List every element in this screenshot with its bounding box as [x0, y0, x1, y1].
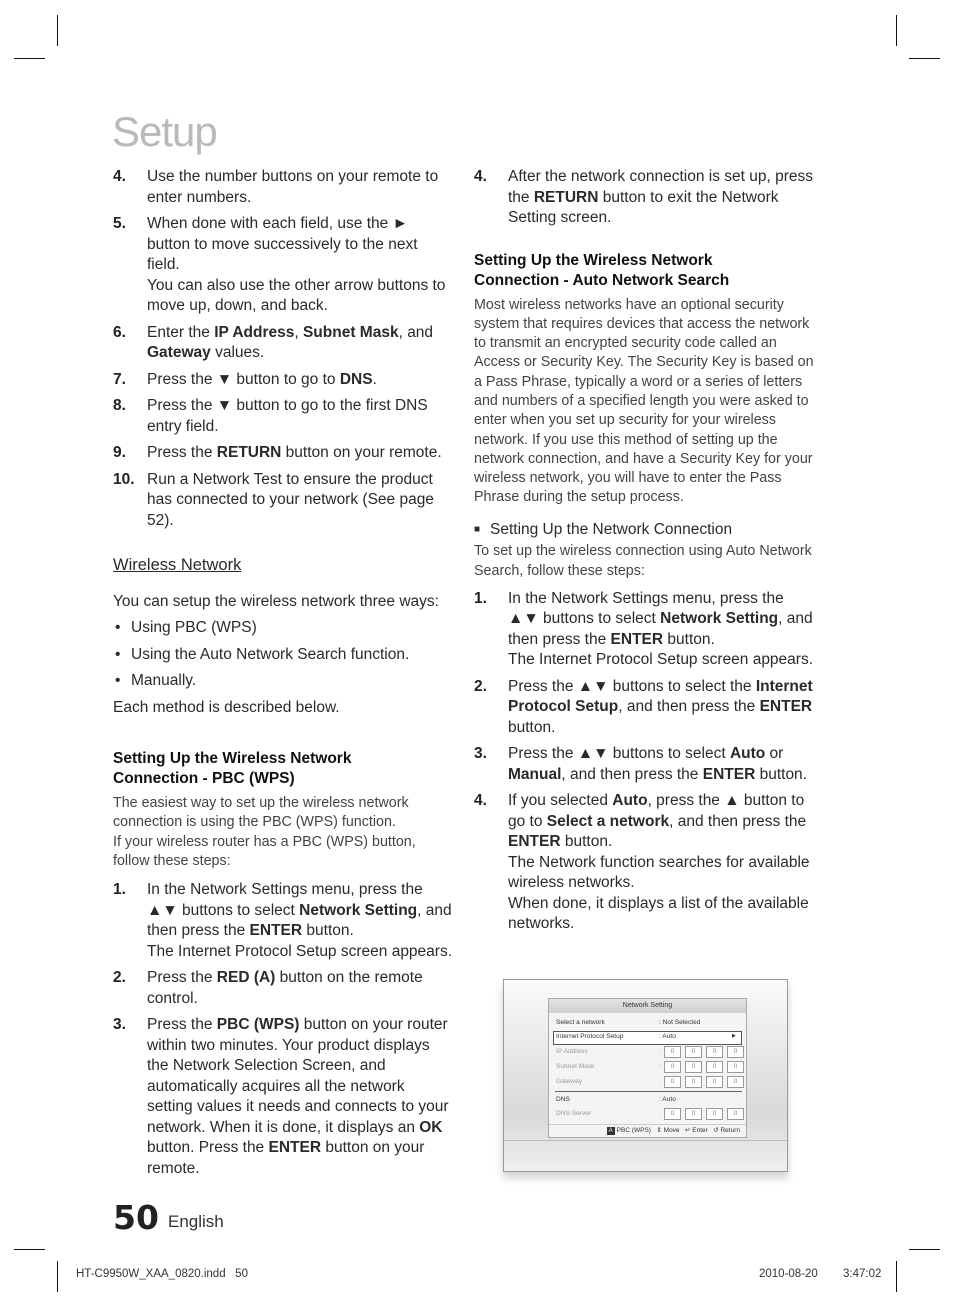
setting-row[interactable]	[556, 1077, 739, 1088]
setting-value: :	[659, 1110, 661, 1117]
octet-field[interactable]: 0	[664, 1061, 681, 1073]
step-item	[474, 744, 814, 785]
bullet-list	[113, 618, 453, 692]
step-4-return	[474, 167, 814, 229]
setting-row[interactable]	[556, 1018, 739, 1029]
octet-boxes	[664, 1061, 748, 1073]
step-text: When done with each field, use the ► button to move successively to the next field. You can also use the other arrow buttons to move up, down, and back.	[147, 215, 446, 314]
step-item	[113, 370, 453, 391]
bar-enter-label: Enter	[692, 1127, 708, 1134]
octet-field[interactable]: 0	[727, 1061, 744, 1073]
step-text: Enter the IP Address, Subnet Mask, and Gateway values.	[147, 323, 434, 361]
red-a-key-icon: A	[608, 1128, 613, 1134]
octet-field[interactable]: 0	[685, 1108, 702, 1120]
page-title: Setup	[112, 108, 217, 155]
step-text: In the Network Settings menu, press the ▲▼ buttons to select Network Setting, and then press the ENTER button. The Internet Protocol Setup screen appears.	[147, 881, 453, 960]
setting-label: DNS Server	[556, 1110, 592, 1117]
each-method-text: Each method is described below.	[113, 698, 340, 716]
crop-mark	[14, 58, 45, 59]
setting-row[interactable]	[556, 1095, 739, 1106]
octet-field[interactable]: 0	[664, 1076, 681, 1088]
bullet-text: Using the Auto Network Search function.	[131, 645, 410, 663]
step-item	[113, 1015, 453, 1179]
wireless-network-heading: Wireless Network	[113, 556, 242, 574]
enter-icon: ↵	[684, 1127, 691, 1134]
setting-label: DNS	[556, 1096, 570, 1103]
dialog-button-bar	[549, 1124, 746, 1137]
panel-divider	[504, 1140, 787, 1141]
return-icon: ↺	[713, 1127, 719, 1134]
step-text: Press the ▼ button to go to the first DNS entry field.	[147, 397, 428, 435]
dialog-title: Network Setting	[549, 999, 746, 1013]
crop-mark	[896, 15, 897, 46]
bullet-item	[113, 671, 453, 692]
octet-field[interactable]: 0	[664, 1046, 681, 1058]
octet-field[interactable]: 0	[706, 1061, 723, 1073]
bar-pbc-label: PBC (WPS)	[616, 1127, 651, 1134]
auto-heading-line2: Connection - Auto Network Search	[474, 271, 730, 289]
steps-list-top	[113, 167, 453, 531]
step-number: 1.	[474, 589, 487, 607]
step-item	[113, 968, 453, 1009]
step-number: 4.	[474, 168, 487, 185]
bullet-dot-icon: •	[115, 619, 121, 636]
octet-field[interactable]: 0	[727, 1108, 744, 1120]
auto-paragraph: Most wireless networks have an optional security system that requires devices that access the network to transmit an encrypted security code called an Access or Security Key. The Security Key is based on a Pass Phrase, typically a word or a series of letters and numbers of a specified length you were asked to enter when you set up security for your wireless network. If you use this method of setting up the network connection, and have a Security Key for your wireless network, you will have to enter the Pass Phrase during the setup process.	[474, 296, 814, 506]
octet-boxes	[664, 1046, 748, 1058]
crop-mark	[896, 1261, 897, 1292]
octet-field[interactable]: 0	[685, 1076, 702, 1088]
step-number: 6.	[113, 323, 126, 341]
step-item	[113, 470, 453, 532]
pbc-steps-list	[113, 880, 453, 1179]
step-number: 4.	[113, 168, 126, 185]
setting-value: :	[659, 1048, 661, 1055]
octet-field[interactable]: 0	[685, 1061, 702, 1073]
setting-value: :	[659, 1063, 661, 1070]
step-number: 9.	[113, 444, 126, 461]
step-number: 10.	[113, 470, 135, 488]
step-number: 2.	[474, 677, 487, 695]
setting-label: Select a network	[556, 1019, 605, 1026]
step-item	[113, 880, 453, 962]
step-text: If you selected Auto, press the ▲ button to go to Select a network, and then press the ENTER button. The Network function searches for available wireless networks. When done, it displays a list of the available networks.	[508, 792, 810, 933]
octet-field[interactable]: 0	[706, 1046, 723, 1058]
setting-label: Internet Protocol Setup	[556, 1033, 624, 1040]
step-item	[474, 589, 814, 671]
step-item	[113, 443, 453, 464]
setting-label: Subnet Mask	[556, 1063, 595, 1070]
setting-row[interactable]	[556, 1109, 739, 1120]
crop-mark	[57, 15, 58, 46]
page-language: English	[168, 1212, 224, 1231]
setting-row[interactable]	[556, 1032, 739, 1043]
footer-date: 2010-08-20	[759, 1268, 818, 1280]
octet-boxes	[664, 1108, 748, 1120]
right-column	[474, 167, 814, 941]
step-item	[113, 167, 453, 208]
step-text: Run a Network Test to ensure the product has connected to your network (See page 52).	[147, 470, 434, 529]
octet-boxes	[664, 1076, 748, 1088]
step-text: Press the ▲▼ buttons to select Auto or Manual, and then press the ENTER button.	[508, 745, 807, 783]
dialog-separator	[555, 1091, 742, 1092]
setting-value: :	[659, 1078, 661, 1085]
step-text: Press the ▼ button to go to DNS.	[147, 370, 377, 388]
left-column	[113, 167, 453, 1185]
step-number: 3.	[113, 1016, 126, 1034]
setting-value: : Auto	[659, 1033, 676, 1040]
step-item	[474, 167, 814, 229]
auto-steps-list	[474, 589, 814, 935]
step-text: Press the RED (A) button on the remote control.	[147, 969, 423, 1007]
octet-field[interactable]: 0	[727, 1046, 744, 1058]
setting-value: : Auto	[659, 1096, 676, 1103]
octet-field[interactable]: 0	[664, 1108, 681, 1120]
setting-label: IP Address	[556, 1048, 588, 1055]
step-number: 3.	[474, 745, 487, 763]
step-number: 8.	[113, 397, 126, 414]
sub-paragraph: To set up the wireless connection using Auto Network Search, follow these steps:	[474, 543, 812, 579]
octet-field[interactable]: 0	[706, 1108, 723, 1120]
step-item	[113, 323, 453, 364]
bar-move-label: Move	[663, 1127, 680, 1134]
step-item	[113, 396, 453, 437]
bar-return-label: Return	[720, 1127, 740, 1134]
step-text: Press the PBC (WPS) button on your router within two minutes. Your product displays the Network Selection Screen, and automatically acquires all the network setting values it needs and connects to your network. When it is done, it displays an OK button. Press the ENTER button on your remote.	[147, 1016, 449, 1177]
square-bullet-icon: ■	[474, 523, 481, 535]
bullet-text: Manually.	[131, 672, 197, 689]
setting-row[interactable]	[556, 1047, 739, 1058]
step-text: In the Network Settings menu, press the ▲▼ buttons to select Network Setting, and then press the ENTER button. The Internet Protocol Setup screen appears.	[508, 589, 814, 669]
bullet-dot-icon: •	[115, 672, 121, 689]
step-number: 1.	[113, 881, 126, 899]
step-item	[474, 677, 814, 739]
auto-heading-line1: Setting Up the Wireless Network	[474, 251, 713, 269]
pbc-paragraph: The easiest way to set up the wireless network connection is using the PBC (WPS) function. If your wireless router has a PBC (WPS) button, follow these steps:	[113, 795, 416, 869]
crop-mark	[57, 1261, 58, 1292]
arrow-right-icon: ▶	[732, 1033, 736, 1039]
step-text: Press the ▲▼ buttons to select the Internet Protocol Setup, and then press the ENTER button.	[508, 677, 813, 736]
step-number: 2.	[113, 969, 126, 987]
step-item	[113, 214, 453, 317]
step-number: 4.	[474, 792, 487, 810]
crop-mark	[909, 58, 940, 59]
pbc-heading-line2: Connection - PBC (WPS)	[113, 770, 295, 787]
octet-field[interactable]: 0	[706, 1076, 723, 1088]
setting-row[interactable]	[556, 1062, 739, 1073]
setting-value: : Not Selected	[659, 1019, 701, 1026]
step-text: Press the RETURN button on your remote.	[147, 444, 442, 461]
step-number: 5.	[113, 215, 126, 232]
crop-mark	[14, 1249, 45, 1250]
step-item	[474, 791, 814, 935]
step-text: After the network connection is set up, press the RETURN button to exit the Network Setting screen.	[508, 168, 813, 226]
bullet-text: Using PBC (WPS)	[131, 619, 257, 636]
pbc-heading-line1: Setting Up the Wireless Network	[113, 750, 352, 767]
intro-text: You can setup the wireless network three ways:	[113, 592, 439, 610]
network-setting-screenshot	[503, 979, 788, 1172]
bullet-item	[113, 618, 453, 639]
octet-field[interactable]: 0	[727, 1076, 744, 1088]
step-text: Use the number buttons on your remote to enter numbers.	[147, 168, 439, 206]
crop-mark	[909, 1249, 940, 1250]
bullet-dot-icon: •	[115, 645, 121, 663]
setting-label: Gateway	[556, 1078, 583, 1085]
bullet-item	[113, 645, 453, 666]
network-setting-dialog	[548, 998, 747, 1138]
octet-field[interactable]: 0	[685, 1046, 702, 1058]
footer-time: 3:47:02	[843, 1268, 882, 1280]
footer-file: HT-C9950W_XAA_0820.indd 50	[76, 1268, 248, 1280]
step-number: 7.	[113, 370, 126, 388]
sub-heading: Setting Up the Network Connection	[490, 520, 733, 538]
move-icon: ⇕	[656, 1127, 662, 1134]
page-number: 50	[113, 1198, 159, 1237]
